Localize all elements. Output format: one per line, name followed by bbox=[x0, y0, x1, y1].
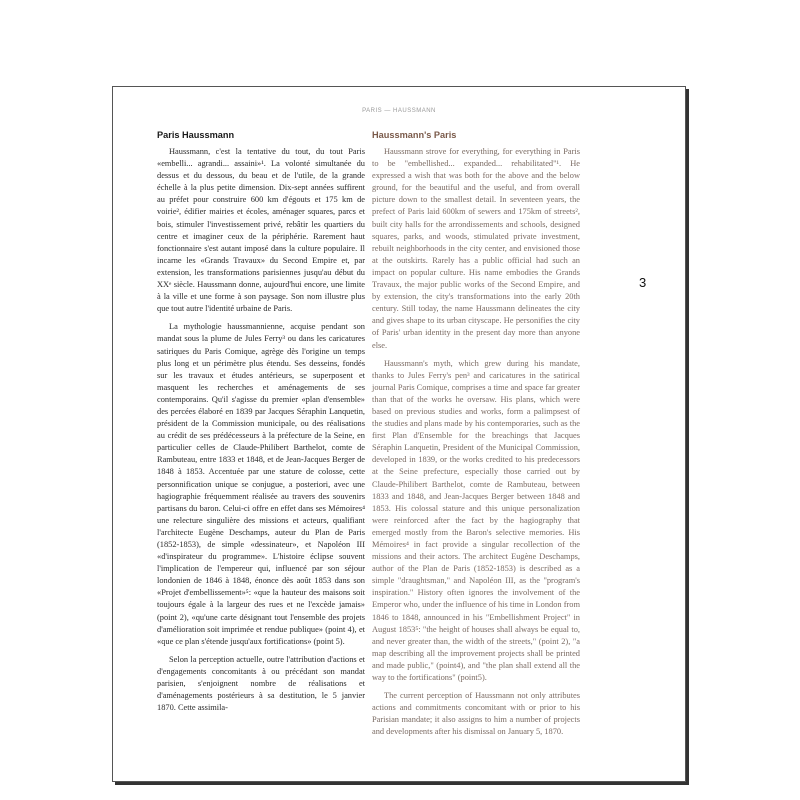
english-paragraph-2: Haussmann's myth, which grew during his mandate, thanks to Jules Ferry's pen³ and caricatures in the satirical journal Paris Comique, comprises a time and space far greater than that of the works he oversaw. His plans, which were based on previous studies and works, form a palimpsest of the studies and plans made by his contemporaries, such as the first Plan d'Ensemble for the breachings that Jacques Séraphin Lanquetin, President of the Municipal Commission, developed in 1839, or the works credited to his predecessors at the Seine prefecture, especially those carried out by Claude-Philibert Barthelot, comte de Rambuteau, between 1833 and 1848, and Jean-Jacques Berger between 1848 and 1853. His colossal stature and this unique personalization were reinforced after the fact by the hagiography that emerged mostly from the Baron's selective memories. His Mémoires⁴ in fact provide a singular recollection of the missions and their actors. The architect Eugène Deschamps, author of the Plan de Paris (1852-1853) is described as a simple "draughtsman," and Napoléon III, as the "program's inspiration." History often ignores the involvement of the Emperor who, under the influence of his time in London from 1846 to 1848, announced in his "Embellishment Project" in August 1853⁵: "the height of houses shall always be equal to, and never greater than, the width of the streets," (point 2), "a map describing all the improvement projects shall be printed and made public," (point4), and "the plan shall extend all the way to the fortifications" (point5). bbox=[372, 358, 580, 683]
french-paragraph-3: Selon la perception actuelle, outre l'attribution d'actions et d'engagements concomitants à ou précédant son mandat parisien, s'enjoignent nombre de réalisations et d'aménagements postérieurs à sa destitution, le 5 janvier 1870. Cette assimila- bbox=[157, 654, 365, 713]
english-title: Haussmann's Paris bbox=[372, 130, 457, 140]
page-number: 3 bbox=[639, 275, 647, 290]
french-title: Paris Haussmann bbox=[157, 130, 235, 140]
english-paragraph-3: The current perception of Haussmann not only attributes actions and commitments concomitant with or prior to his Parisian mandate; it also assigns to him a number of projects and developments after his dismissal on January 5, 1870. bbox=[372, 691, 580, 737]
english-paragraph-1: Haussmann strove for everything, for everything in Paris to be "embellished... expanded... rehabilitated"¹. He expressed a wish that was both for the above and the below ground, for the beautiful and the useful, and from overall picture down to the smallest detail. In seventeen years, the prefect of Paris laid 600km of sewers and 175km of streets², built city halls for the arrondissements and schools, designed squares, parks, and woods, stimulated private investment, rebuilt neighborhoods in the city center, and envisioned those at the outskirts. Rarely has a public official had such an impact on popular culture. His name embodies the Grands Travaux, the major public works of the Second Empire, and by extension, the city's transformations into the early 20th century. Still today, the name Haussmann delineates the city and gives shape to its urban cityscape. He personifies the city of Paris' urban identity in the present day more than anyone else. bbox=[372, 147, 580, 350]
running-head: PARIS — HAUSSMANN bbox=[362, 108, 436, 114]
french-paragraph-1: Haussmann, c'est la tentative du tout, du tout Paris «embelli... agrandi... assaini»¹. La volonté simultanée du dessus et du dessous, du beau et de l'utile, de la grande échelle à la plus petite dimension. Dix-sept années suffirent au préfet pour construire 600 km d'égouts et 175 km de voirie², édifier mairies et écoles, aménager squares, parcs et bois, stimuler l'investissement privé, rebâtir les quartiers du centre et imaginer ceux de la périphérie. Rarement haut fonctionnaire s'est autant imposé dans la culture populaire. Il incarne les «Grands Travaux» du Second Empire et, par extension, les transformations parisiennes jusqu'au début du XXᵉ siècle. Haussmann donne, aujourd'hui encore, une limite à la ville et une forme à son paysage. Son nom illustre plus que tout autre l'identité urbaine de Paris. bbox=[157, 147, 365, 314]
french-column bbox=[157, 129, 365, 720]
english-column bbox=[372, 129, 580, 745]
french-paragraph-2: La mythologie haussmannienne, acquise pendant son mandat sous la plume de Jules Ferry³ ou dans les caricatures satiriques du Paris Comique, agrège dès l'origine un temps plus long et un périmètre plus étendu. Ses desseins, fondés sur les travaux et études antérieurs, se superposent et masquent les recherches et aménagements de ses contemporains. Qu'il s'agisse du premier «plan d'ensemble» des percées élaboré en 1839 par Jacques Séraphin Lanquetin, président de la Commission municipale, ou des réalisations au crédit de ses prédécesseurs à la préfecture de la Seine, en particulier celles de Claude-Philibert Barthelot, comte de Rambuteau, entre 1833 et 1848, et de Jean-Jacques Berger de 1848 à 1853. Accentuée par une stature de colosse, cette personnification unique se conjugue, a posteriori, avec une hagiographie fréquemment réalisée au travers des souvenirs partisans du baron. Celui-ci offre en effet dans ses Mémoires⁴ une relecture singulière des missions et acteurs, qualifiant l'architecte Eugène Deschamps, auteur du Plan de Paris (1852-1853), de simple «dessinateur», et Napoléon III «d'inspirateur du programme». L'histoire éclipse souvent l'implication de l'empereur qui, influencé par son séjour londonien de 1846 à 1848, énonce dès août 1853 dans son «Projet d'embellissement»⁵: «que la hauteur des maisons soit toujours égale à la largeur des rues et ne l'excède jamais» (point 2), «qu'une carte désignant tout l'ensemble des projets d'amélioration soit imprimée et rendue publique» (point 4), et «que ce plan s'étende jusqu'aux fortifications» (point 5). bbox=[157, 322, 365, 646]
book-page bbox=[112, 86, 686, 782]
